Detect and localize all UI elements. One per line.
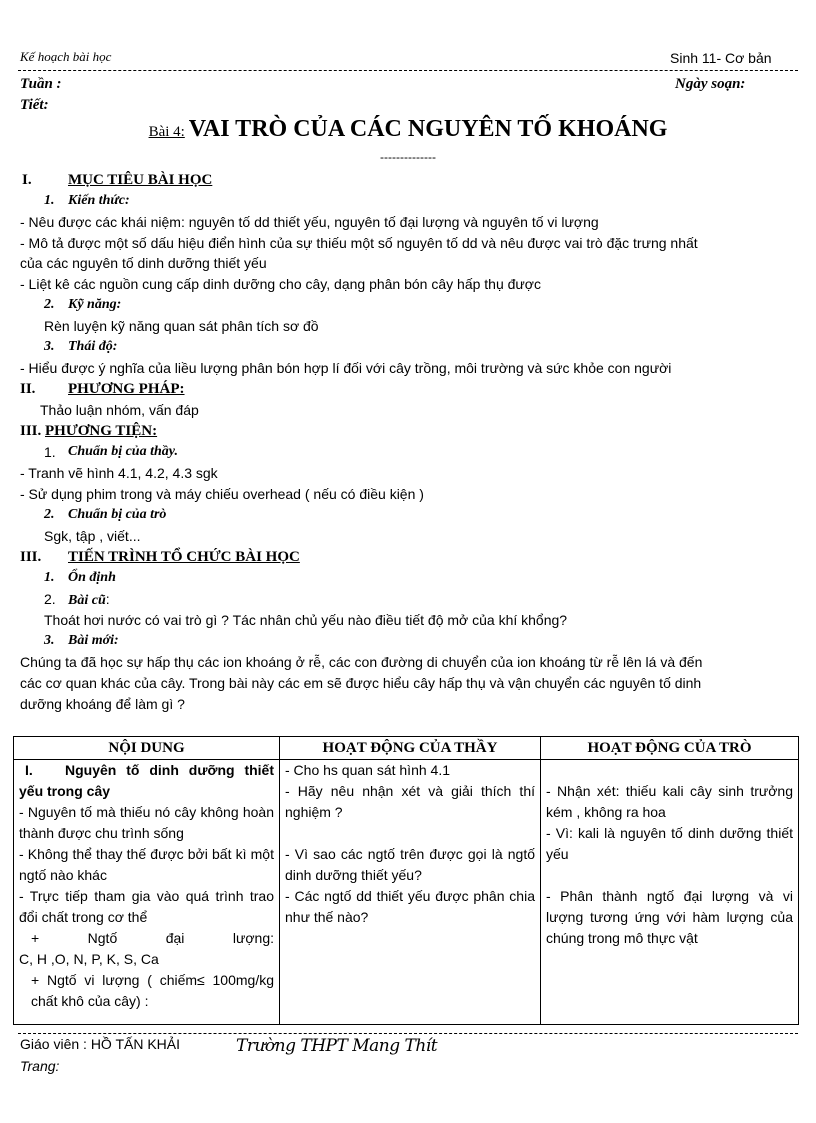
content-item-2: - Không thể thay thế được bởi bất kì một ngtố nào khác — [19, 846, 274, 883]
content-heading — [19, 760, 274, 802]
attitude-number: 3. — [44, 339, 55, 354]
header-left: Kế hoạch bài học — [20, 49, 112, 64]
header-right: Sinh 11- Cơ bản — [670, 50, 772, 66]
knowledge-number: 1. — [44, 193, 55, 208]
section-2-number: II. — [20, 381, 36, 397]
lesson-title: VAI TRÒ CỦA CÁC NGUYÊN TỐ KHOÁNG — [188, 116, 668, 142]
new-lesson-title: Bài mới: — [68, 633, 119, 648]
knowledge-line-2: - Mô tả được một số dấu hiệu điển hình của sự thiếu một số nguyên tố dd và nêu được vai trò đặc trưng nhất — [20, 235, 698, 251]
header-divider — [18, 70, 798, 71]
teacher-item-2: - Hãy nêu nhận xét và giải thích thí nghiệm ? — [285, 783, 535, 820]
lesson-number: Bài 4: — [148, 124, 185, 140]
content-item-1: - Nguyên tố mà thiếu nó cây không hoàn thành được chu trình sống — [19, 804, 274, 841]
student-cell — [541, 760, 799, 1025]
intro-line-1: Chúng ta đã học sự hấp thụ các ion khoáng ở rễ, các con đường di chuyển của ion khoáng từ rễ lên lá và đến — [20, 654, 703, 670]
knowledge-line-4: - Liệt kê các nguồn cung cấp dinh dưỡng cho cây, dạng phân bón cây hấp thụ được — [20, 276, 541, 292]
stabilize-title: Ổn định — [68, 570, 116, 585]
skills-title: Kỹ năng: — [68, 297, 122, 312]
new-lesson-number: 3. — [44, 633, 55, 648]
table-header-row — [14, 737, 799, 760]
section-1-title: MỤC TIÊU BÀI HỌC — [68, 172, 213, 188]
student-prep-number: 2. — [44, 507, 55, 522]
section-4-title: TIẾN TRÌNH TỔ CHỨC BÀI HỌC — [68, 549, 300, 565]
teacher-cell — [280, 760, 541, 1025]
skills-line: Rèn luyện kỹ năng quan sát phân tích sơ đồ — [44, 318, 319, 334]
content-item-6: + Ngtố vi lượng ( chiếm≤ 100mg/kg chất khô của cây) : — [31, 972, 274, 1009]
teacher-item-1: - Cho hs quan sát hình 4.1 — [285, 762, 450, 778]
review-colon: : — [105, 591, 110, 607]
review-heading — [68, 591, 110, 609]
week-label: Tuần : — [20, 76, 62, 92]
footer-teacher: Giáo viên : HỒ TẤN KHẢI — [20, 1036, 181, 1052]
student-prep-line: Sgk, tập , viết... — [44, 528, 141, 544]
teacher-prep-number: 1. — [44, 444, 56, 460]
period-label: Tiết: — [20, 97, 49, 113]
header-content: NỘI DUNG — [14, 737, 280, 760]
header-student: HOẠT ĐỘNG CỦA TRÒ — [541, 737, 799, 760]
title-divider: -------------- — [380, 150, 436, 164]
intro-line-2: các cơ quan khác của cây. Trong bài này các em sẽ được hiểu cây hấp thụ và vận chuyển các nguyên tố dinh — [20, 675, 702, 691]
table-row — [14, 760, 799, 1025]
lesson-table — [13, 736, 799, 1025]
intro-line-3: dưỡng khoáng để làm gì ? — [20, 696, 185, 712]
student-prep-title: Chuẩn bị của trò — [68, 507, 167, 522]
method-line: Thảo luận nhóm, vấn đáp — [40, 402, 199, 418]
knowledge-line-1: - Nêu được các khái niệm: nguyên tố dd thiết yếu, nguyên tố đại lượng và nguyên tố vi lượng — [20, 214, 599, 230]
knowledge-line-3: của các nguyên tố dinh dưỡng thiết yếu — [20, 255, 267, 271]
footer-page: Trang: — [20, 1058, 60, 1074]
date-label: Ngày soạn: — [675, 76, 746, 92]
review-title: Bài cũ — [68, 593, 106, 608]
student-item-1: - Nhận xét: thiếu kali cây sinh trưởng kém , không ra hoa — [546, 783, 793, 820]
section-3-number: III. — [20, 423, 42, 439]
section-4-number: III. — [20, 549, 42, 565]
page-title — [0, 116, 816, 143]
content-heading-text: Nguyên tố dinh dưỡng thiết yếu trong cây — [19, 762, 274, 799]
attitude-line: - Hiểu được ý nghĩa của liều lượng phân bón hợp lí đối với cây trồng, môi trường và sức khỏe con người — [20, 360, 672, 376]
teacher-item-3: - Vì sao các ngtố trên được gọi là ngtố dinh dưỡng thiết yếu? — [285, 846, 535, 883]
teacher-item-4: - Các ngtố dd thiết yếu được phân chia như thế nào? — [285, 888, 535, 925]
content-item-5: C, H ,O, N, P, K, S, Ca — [19, 951, 159, 967]
student-item-3: - Phân thành ngtố đại lượng và vi lượng tương ứng với hàm lượng của chúng trong mô thực vật — [546, 888, 793, 946]
header-teacher: HOẠT ĐỘNG CỦA THẦY — [280, 737, 541, 760]
stabilize-number: 1. — [44, 570, 55, 585]
content-cell — [14, 760, 280, 1025]
section-1-number: I. — [22, 172, 32, 188]
skills-number: 2. — [44, 297, 55, 312]
review-number: 2. — [44, 591, 56, 607]
content-heading-number: I. — [25, 762, 33, 778]
footer-divider — [18, 1033, 798, 1034]
section-2-title: PHƯƠNG PHÁP: — [68, 381, 185, 397]
knowledge-title: Kiến thức: — [68, 193, 130, 208]
review-question: Thoát hơi nước có vai trò gì ? Tác nhân chủ yếu nào điều tiết độ mở của khí khổng? — [44, 612, 568, 628]
content-item-3: - Trực tiếp tham gia vào quá trình trao đổi chất trong cơ thể — [19, 888, 274, 925]
content-item-4: + Ngtố đại lượng: — [31, 930, 274, 946]
teacher-prep-line-2: - Sử dụng phim trong và máy chiếu overhead ( nếu có điều kiện ) — [20, 486, 424, 502]
teacher-prep-title: Chuẩn bị của thầy. — [68, 444, 178, 459]
teacher-prep-line-1: - Tranh vẽ hình 4.1, 4.2, 4.3 sgk — [20, 465, 218, 481]
school-signature: Trường THPT Mang Thít — [236, 1036, 438, 1056]
student-item-2: - Vì: kali là nguyên tố dinh dưỡng thiết yếu — [546, 825, 793, 862]
attitude-title: Thái độ: — [68, 339, 118, 354]
section-3-title: PHƯƠNG TIỆN: — [45, 423, 158, 439]
